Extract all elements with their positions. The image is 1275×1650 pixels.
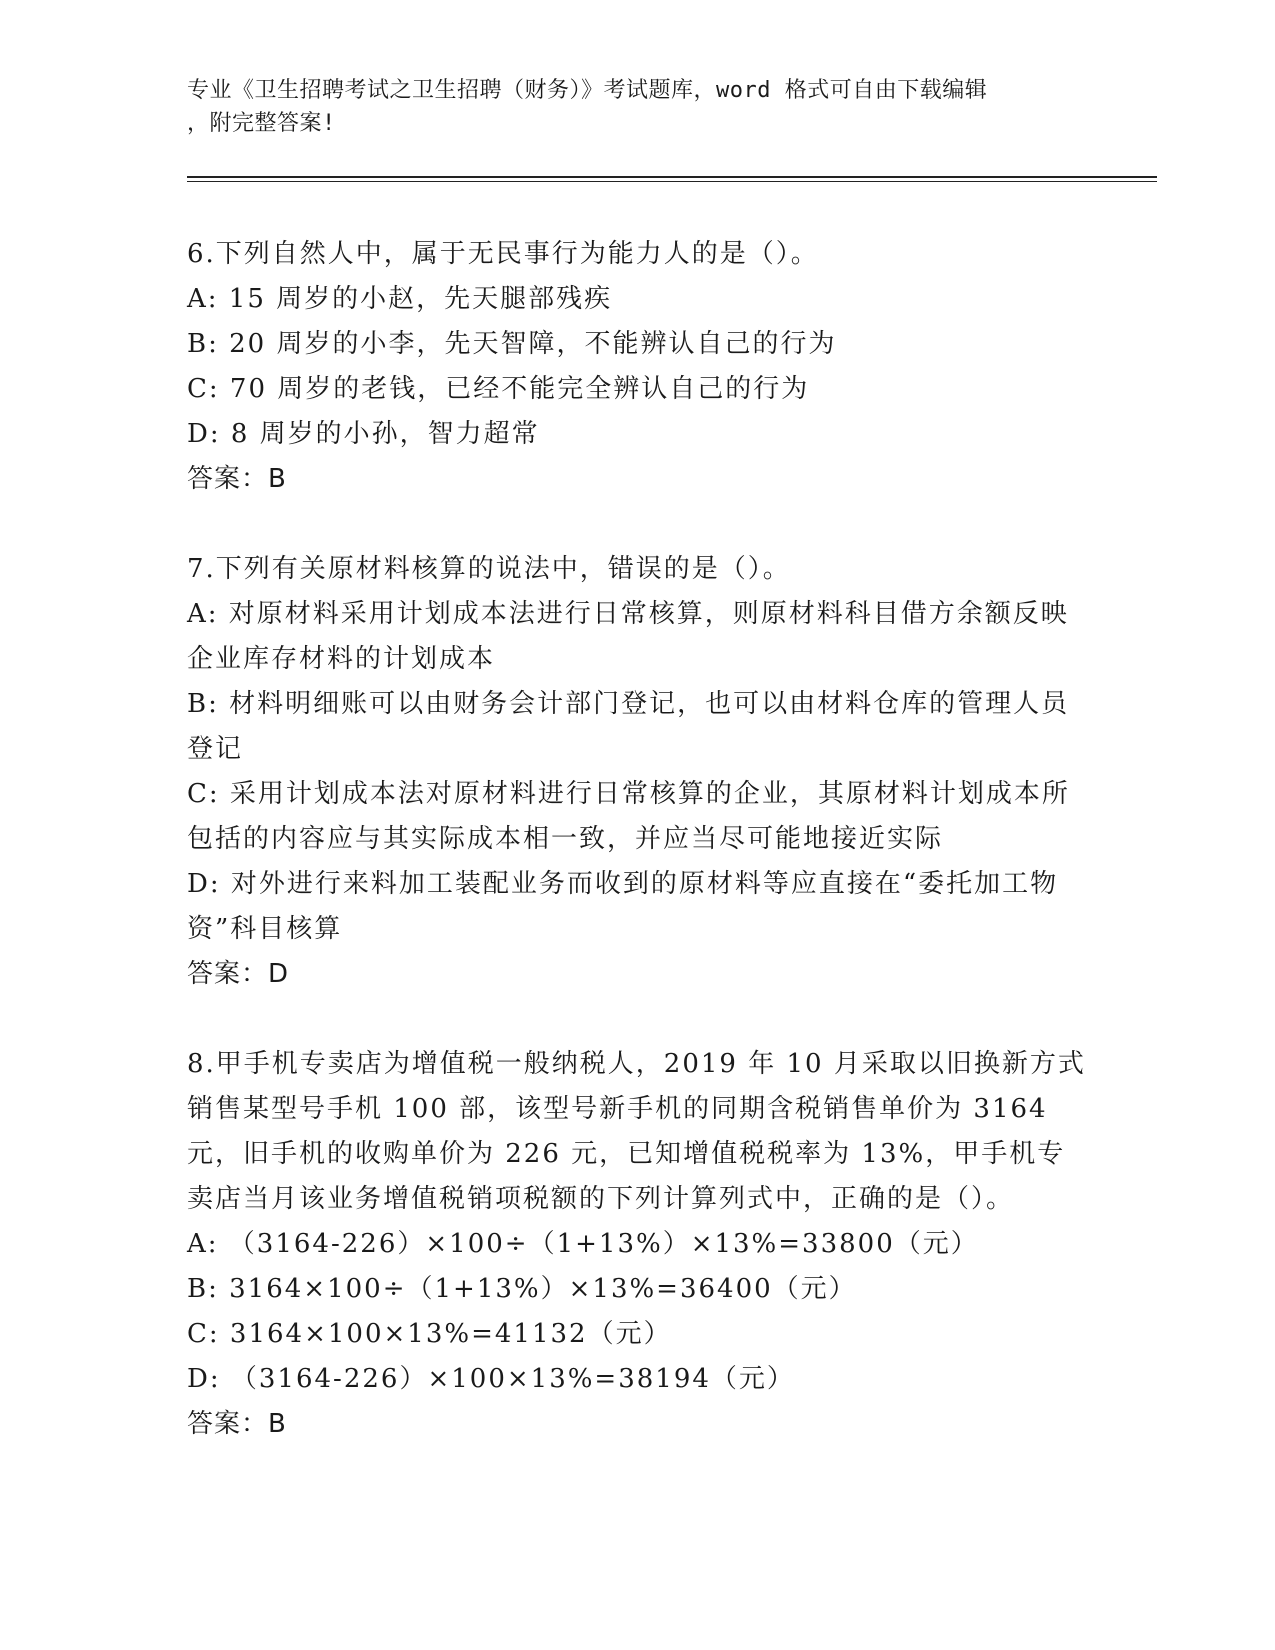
question-8 [187,1042,1087,1447]
option-a: A: 对原材料采用计划成本法进行日常核算，则原材料科目借方余额反映企业库存材料的计划成本 [187,599,1069,674]
answer: 答案：B [187,1409,287,1439]
option-d: D: 8 周岁的小孙，智力超常 [187,419,540,449]
header-line-1: 专业《卫生招聘考试之卫生招聘（财务）》考试题库，word 格式可自由下载编辑 [187,78,988,103]
question-stem: 7.下列有关原材料核算的说法中，错误的是（）。 [187,554,791,584]
option-a: A: （3164-226）×100÷（1+13%）×13%=33800（元） [187,1229,979,1259]
document-header [187,74,1067,140]
answer: 答案：D [187,959,290,989]
option-b: B: 3164×100÷（1+13%）×13%=36400（元） [187,1274,857,1304]
option-c: C: 采用计划成本法对原材料进行日常核算的企业，其原材料计划成本所包括的内容应与其实际成本相一致，并应当尽可能地接近实际 [187,779,1070,854]
option-d: D: 对外进行来料加工装配业务而收到的原材料等应直接在“委托加工物资”科目核算 [187,869,1059,944]
answer: 答案：B [187,464,287,494]
header-divider [187,176,1157,178]
option-b: B: 材料明细账可以由财务会计部门登记，也可以由材料仓库的管理人员登记 [187,689,1070,764]
option-c: C: 3164×100×13%=41132（元） [187,1319,672,1349]
option-a: A: 15 周岁的小赵，先天腿部残疾 [187,284,613,314]
question-list [187,232,1087,1492]
question-stem: 8.甲手机专卖店为增值税一般纳税人，2019 年 10 月采取以旧换新方式销售某型号手机 100 部，该型号新手机的同期含税销售单价为 3164 元，旧手机的收购单价为 226 元，已知增值税税率为 13%，甲手机专卖店当月该业务增值税销项税额的下列计算列式中，正确的是（）。 [187,1049,1086,1214]
header-line-2: ，附完整答案! [187,111,336,136]
option-d: D: （3164-226）×100×13%=38194（元） [187,1364,795,1394]
option-c: C: 70 周岁的老钱，已经不能完全辨认自己的行为 [187,374,810,404]
option-b: B: 20 周岁的小李，先天智障，不能辨认自己的行为 [187,329,837,359]
question-6 [187,232,1087,502]
question-7 [187,547,1087,997]
header-divider-thin [187,181,1157,182]
question-stem: 6.下列自然人中，属于无民事行为能力人的是（）。 [187,239,819,269]
